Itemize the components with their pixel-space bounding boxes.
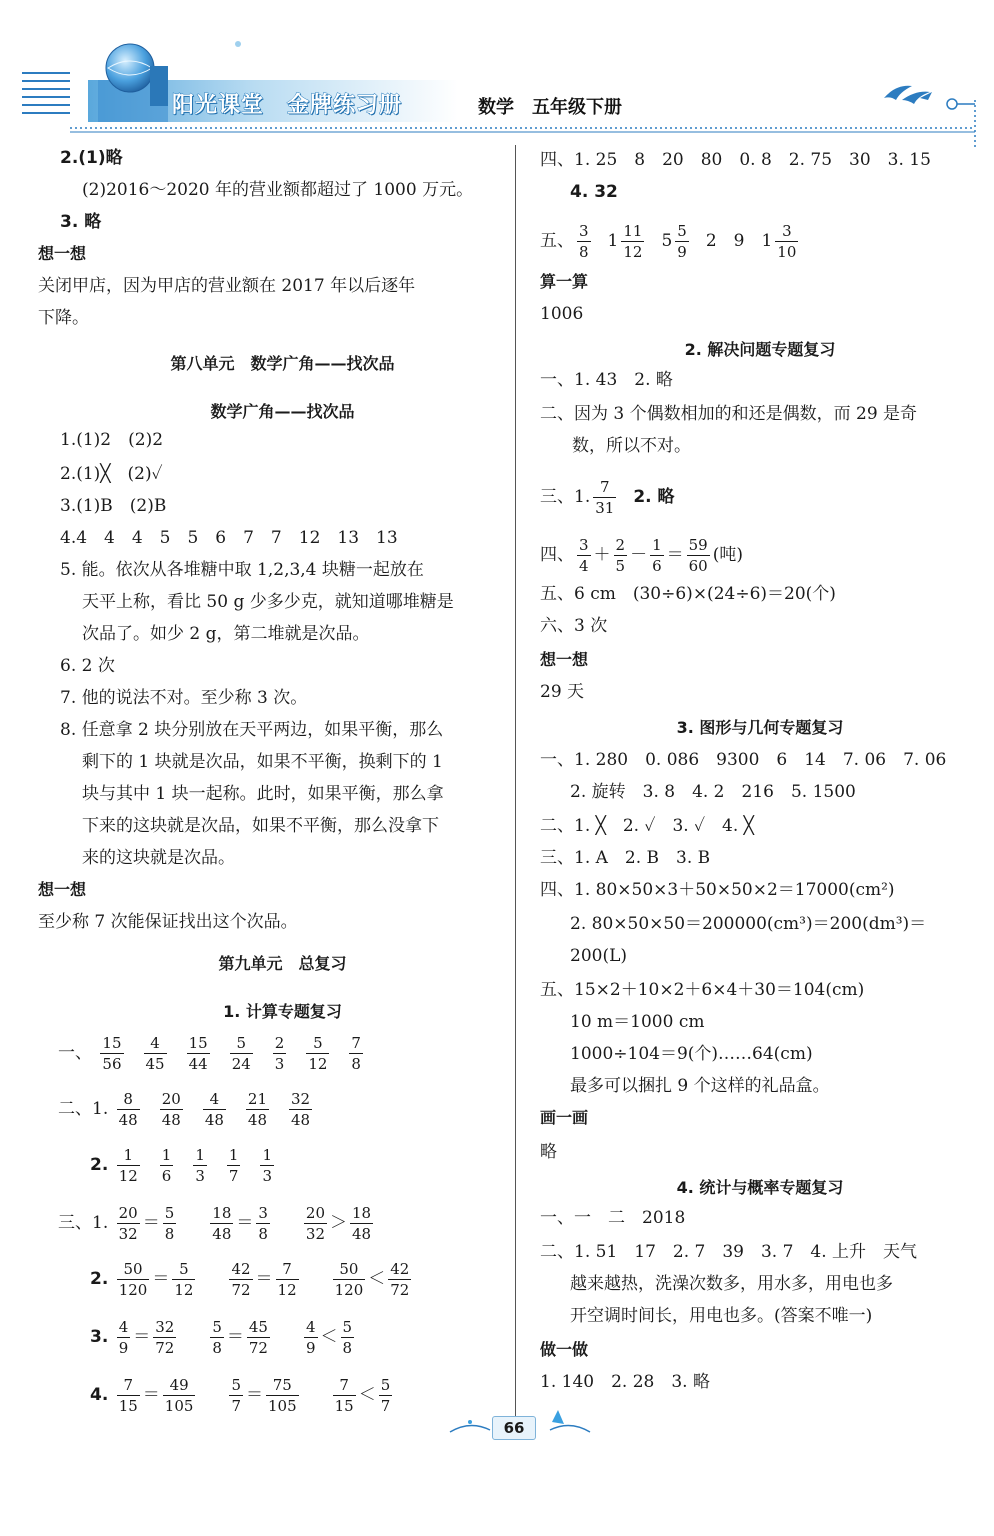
answer-line: 1.(1)2 (2)2 bbox=[60, 430, 164, 450]
numerator: 4 bbox=[144, 1033, 167, 1054]
column-divider bbox=[515, 145, 516, 1420]
fraction bbox=[100, 1033, 123, 1074]
answer-line: 一、1. 280 0. 086 9300 6 14 7. 06 7. 06 bbox=[540, 750, 947, 770]
answer-line: 略 bbox=[540, 1142, 557, 1162]
denominator: 8 bbox=[579, 243, 589, 261]
answer-line: 开空调时间长，用电也多。(答案不唯一) bbox=[570, 1306, 873, 1326]
numerator: 15 bbox=[102, 1034, 122, 1052]
fraction bbox=[117, 1259, 150, 1300]
answer-line: 二、因为 3 个偶数相加的和还是偶数，而 29 是奇 bbox=[540, 404, 918, 424]
numerator: 5 bbox=[212, 1318, 222, 1336]
row-label: 三、1. bbox=[540, 487, 591, 507]
fraction bbox=[227, 1145, 241, 1186]
fraction bbox=[379, 1375, 393, 1416]
unit-heading: 第九单元 总复习 bbox=[218, 954, 347, 973]
fraction-row bbox=[58, 1089, 315, 1130]
numerator: 2 bbox=[615, 536, 626, 554]
comparison-sign: ＝ bbox=[236, 1213, 254, 1233]
fraction bbox=[229, 1375, 243, 1416]
fraction bbox=[260, 1145, 274, 1186]
denominator: 72 bbox=[155, 1339, 175, 1357]
answer-line: 4.4 4 4 5 5 6 7 7 12 13 13 bbox=[60, 528, 398, 548]
denominator: 72 bbox=[231, 1281, 251, 1299]
answer-line: 关闭甲店，因为甲店的营业额在 2017 年以后逐年 bbox=[38, 276, 416, 296]
fraction-item bbox=[684, 536, 713, 575]
answer-line: 5. 能。依次从各堆糖中取 1,2,3,4 块糖一起放在 bbox=[60, 560, 424, 580]
numerator: 75 bbox=[266, 1375, 299, 1396]
numerator: 5 bbox=[380, 1376, 391, 1394]
numerator: 1 bbox=[652, 536, 662, 554]
fraction-row bbox=[90, 1375, 395, 1416]
numerator: 2 bbox=[274, 1034, 285, 1052]
fraction bbox=[193, 1145, 207, 1186]
section-heading: 想一想 bbox=[540, 650, 589, 669]
fraction bbox=[388, 1259, 411, 1300]
answer-line: 数，所以不对。 bbox=[572, 436, 691, 456]
comparison-sign: ＝ bbox=[152, 1269, 170, 1289]
answer-line: 2.(1)╳ (2)✓ bbox=[60, 464, 163, 484]
denominator: 44 bbox=[188, 1055, 208, 1073]
fraction bbox=[172, 1259, 195, 1300]
fraction-group bbox=[114, 1090, 315, 1129]
denominator: 48 bbox=[161, 1111, 181, 1129]
denominator: 32 bbox=[305, 1225, 326, 1243]
fraction bbox=[614, 535, 628, 576]
answer-line: 7. 他的说法不对。至少称 3 次。 bbox=[60, 688, 308, 708]
denominator: 32 bbox=[118, 1225, 138, 1243]
fraction-row: 四、 $\frac{3}{4}$ ＋ $\frac{2}{5}$ － $\frac{1}{6}$ ＝ $\frac{59}{60}$ (吨) bbox=[540, 536, 743, 575]
fraction-group bbox=[97, 1034, 366, 1073]
fraction bbox=[153, 1317, 176, 1358]
section-heading: 做一做 bbox=[540, 1340, 589, 1359]
denominator: 12 bbox=[623, 243, 643, 261]
denominator: 8 bbox=[164, 1225, 175, 1243]
numerator: 7 bbox=[351, 1034, 361, 1052]
section-heading: 想一想 bbox=[38, 880, 87, 899]
fraction-row bbox=[90, 1259, 414, 1300]
answer-text: (吨) bbox=[712, 545, 743, 565]
denominator: 48 bbox=[212, 1225, 232, 1243]
fraction bbox=[775, 221, 798, 262]
fraction bbox=[621, 221, 644, 262]
denominator: 12 bbox=[277, 1281, 297, 1299]
numerator: 50 bbox=[333, 1259, 366, 1280]
lesson-heading: 1. 计算专题复习 bbox=[223, 1002, 342, 1021]
numerator: 3 bbox=[579, 222, 589, 240]
fraction bbox=[276, 1259, 299, 1300]
numerator: 1 bbox=[195, 1146, 205, 1164]
comparison-sign: ＝ bbox=[142, 1213, 160, 1233]
lesson-heading: 2. 解决问题专题复习 bbox=[684, 340, 836, 359]
denominator: 48 bbox=[291, 1111, 311, 1129]
denominator: 10 bbox=[777, 243, 797, 261]
answer-line: 1000÷104＝9(个)……64(cm) bbox=[570, 1044, 813, 1064]
answer-line: 2.(1)略 bbox=[60, 148, 123, 168]
fraction bbox=[675, 221, 689, 262]
fraction bbox=[304, 1203, 327, 1244]
answer-line: 10 m＝1000 cm bbox=[570, 1012, 705, 1032]
answer-line: 一、一 二 2018 bbox=[540, 1208, 686, 1228]
fraction bbox=[333, 1375, 356, 1416]
answer-line: 块与其中 1 块一起称。此时，如果平衡，那么拿 bbox=[82, 784, 444, 804]
answer-line: 200(L) bbox=[570, 946, 628, 966]
denominator: 24 bbox=[231, 1055, 251, 1073]
fraction-item bbox=[618, 222, 647, 261]
denominator: 6 bbox=[161, 1167, 172, 1185]
numerator: 32 bbox=[155, 1318, 175, 1336]
comparison-sign: ＝ bbox=[226, 1327, 244, 1347]
fraction-group bbox=[114, 1376, 396, 1415]
numerator: 4 bbox=[203, 1089, 226, 1110]
numerator: 8 bbox=[117, 1089, 140, 1110]
fraction bbox=[349, 1033, 363, 1074]
answer-line: 2. 80×50×50＝200000(cm³)＝200(dm³)＝ bbox=[570, 914, 927, 934]
fraction bbox=[289, 1089, 312, 1130]
answer-text: 2 9 1 bbox=[705, 231, 773, 251]
fraction-row bbox=[540, 221, 801, 262]
answer-line: 至少称 7 次能保证找出这个次品。 bbox=[38, 912, 298, 932]
fraction bbox=[230, 1033, 253, 1074]
numerator: 3 bbox=[579, 536, 589, 554]
fraction bbox=[577, 221, 591, 262]
comparison-sign: ＞ bbox=[330, 1213, 348, 1233]
answer-line: 下降。 bbox=[38, 308, 89, 328]
fraction-row bbox=[58, 1203, 376, 1244]
denominator: 8 bbox=[342, 1339, 353, 1357]
comparison-sign: ＝ bbox=[255, 1269, 273, 1289]
fraction-item bbox=[647, 536, 667, 575]
numerator: 42 bbox=[390, 1260, 410, 1278]
answer-line: 6. 2 次 bbox=[60, 656, 115, 676]
denominator: 105 bbox=[267, 1397, 297, 1415]
answer-line: 下来的这块就是次品，如果不平衡，那么没拿下 bbox=[82, 816, 439, 836]
numerator: 45 bbox=[248, 1318, 268, 1336]
fraction-item bbox=[574, 222, 594, 261]
comparison-sign: ＝ bbox=[133, 1327, 151, 1347]
fraction bbox=[304, 1317, 318, 1358]
numerator: 5 bbox=[230, 1033, 253, 1054]
denominator: 120 bbox=[118, 1281, 148, 1299]
fraction bbox=[117, 1089, 140, 1130]
fraction bbox=[333, 1259, 366, 1300]
answer-line: 六、3 次 bbox=[540, 616, 608, 636]
fraction-row bbox=[90, 1145, 277, 1186]
denominator: 12 bbox=[118, 1167, 138, 1185]
answer-line: (2)2016～2020 年的营业额都超过了 1000 万元。 bbox=[82, 180, 474, 200]
numerator: 1 bbox=[117, 1145, 140, 1166]
numerator: 5 bbox=[677, 222, 687, 240]
answer-line: 来的这块就是次品。 bbox=[82, 848, 235, 868]
section-heading: 想一想 bbox=[38, 244, 87, 263]
row-label: 4. bbox=[90, 1385, 109, 1405]
fraction bbox=[160, 1089, 183, 1130]
fraction-row bbox=[90, 1317, 357, 1358]
numerator: 20 bbox=[161, 1090, 181, 1108]
fraction-group bbox=[114, 1204, 376, 1243]
denominator: 48 bbox=[247, 1111, 268, 1129]
fraction bbox=[306, 1033, 329, 1074]
header-stripes bbox=[22, 72, 70, 114]
numerator: 7 bbox=[117, 1375, 140, 1396]
book-title: 阳光课堂 金牌练习册 bbox=[172, 93, 403, 118]
mixed-whole: 5 bbox=[661, 231, 673, 251]
fraction bbox=[117, 1375, 140, 1416]
numerator: 1 bbox=[161, 1146, 172, 1164]
numerator: 18 bbox=[212, 1204, 232, 1222]
fraction bbox=[144, 1033, 167, 1074]
page-number: 66 bbox=[492, 1416, 536, 1440]
numerator: 3 bbox=[258, 1204, 268, 1222]
numerator: 15 bbox=[188, 1034, 208, 1052]
denominator: 9 bbox=[677, 243, 687, 261]
denominator: 15 bbox=[118, 1397, 138, 1415]
numerator: 59 bbox=[688, 536, 708, 554]
denominator: 31 bbox=[595, 499, 615, 517]
denominator: 4 bbox=[579, 557, 589, 575]
comparison-sign: ＜ bbox=[320, 1327, 338, 1347]
numerator: 4 bbox=[305, 1318, 316, 1336]
numerator: 5 bbox=[231, 1376, 241, 1394]
denominator: 3 bbox=[195, 1167, 205, 1185]
row-label: 2. bbox=[90, 1155, 109, 1175]
numerator: 1 bbox=[228, 1146, 239, 1164]
comparison-sign: ＜ bbox=[358, 1385, 376, 1405]
answer-line: 29 天 bbox=[540, 682, 585, 702]
answer-line: 剩下的 1 块就是次品，如果不平衡，换剩下的 1 bbox=[82, 752, 443, 772]
row-label: 2. bbox=[90, 1269, 109, 1289]
numerator: 42 bbox=[231, 1260, 251, 1278]
denominator: 72 bbox=[390, 1281, 410, 1299]
numerator: 7 bbox=[593, 477, 616, 498]
numerator: 49 bbox=[163, 1375, 196, 1396]
fraction bbox=[210, 1317, 224, 1358]
fraction-item bbox=[772, 222, 801, 261]
numerator: 4 bbox=[118, 1318, 129, 1336]
lesson-heading: 数学广角——找次品 bbox=[210, 402, 355, 421]
fraction bbox=[210, 1203, 233, 1244]
fraction-group bbox=[114, 1146, 277, 1185]
fraction bbox=[687, 535, 710, 576]
numerator: 5 bbox=[306, 1033, 329, 1054]
row-label: 3. bbox=[90, 1327, 109, 1347]
numerator: 11 bbox=[623, 222, 643, 240]
answer-line: 二、1. 51 17 2. 7 39 3. 7 4. 上升 天气 bbox=[540, 1242, 918, 1262]
denominator: 48 bbox=[352, 1225, 372, 1243]
row-label: 三、1. bbox=[58, 1213, 109, 1233]
denominator: 7 bbox=[231, 1397, 241, 1415]
row-label: 一、 bbox=[58, 1043, 92, 1063]
section-heading: 算一算 bbox=[540, 272, 589, 291]
mixed-whole: 1 bbox=[607, 231, 619, 251]
row-label: 五、 bbox=[540, 231, 574, 251]
header-banner-art bbox=[0, 0, 994, 150]
fraction bbox=[593, 477, 616, 518]
denominator: 6 bbox=[652, 557, 662, 575]
denominator: 120 bbox=[334, 1281, 364, 1299]
numerator: 1 bbox=[262, 1146, 272, 1164]
numerator: 7 bbox=[276, 1259, 299, 1280]
fraction bbox=[273, 1033, 287, 1074]
answer-line: 越来越热，洗澡次数多，用水多，用电也多 bbox=[570, 1274, 893, 1294]
answer-text: 2. 略 bbox=[633, 487, 675, 507]
fraction bbox=[577, 535, 591, 576]
fraction-item bbox=[672, 222, 692, 261]
fraction bbox=[163, 1203, 177, 1244]
denominator: 7 bbox=[380, 1397, 391, 1415]
fraction bbox=[117, 1317, 131, 1358]
lesson-heading: 4. 统计与概率专题复习 bbox=[676, 1178, 844, 1197]
denominator: 5 bbox=[615, 557, 626, 575]
denominator: 3 bbox=[274, 1055, 285, 1073]
denominator: 48 bbox=[204, 1111, 224, 1129]
answer-line: 1006 bbox=[540, 304, 584, 324]
answer-line: 五、6 cm (30÷6)×(24÷6)＝20(个) bbox=[540, 584, 836, 604]
answer-line: 次品了。如少 2 g，第二堆就是次品。 bbox=[82, 624, 370, 644]
unit-heading: 第八单元 数学广角——找次品 bbox=[170, 354, 395, 373]
fraction-group bbox=[114, 1318, 357, 1357]
denominator: 8 bbox=[212, 1339, 222, 1357]
page-header bbox=[0, 0, 994, 150]
denominator: 12 bbox=[174, 1281, 194, 1299]
answer-line: 天平上称，看比 50 g 少多少克，就知道哪堆糖是 bbox=[82, 592, 454, 612]
answer-line: 一、1. 43 2. 略 bbox=[540, 370, 673, 390]
denominator: 56 bbox=[102, 1055, 122, 1073]
denominator: 12 bbox=[308, 1055, 328, 1073]
answer-line: 最多可以捆扎 9 个这样的礼品盒。 bbox=[570, 1076, 830, 1096]
comparison-sign: ＝ bbox=[142, 1385, 160, 1405]
numerator: 5 bbox=[342, 1318, 353, 1336]
lesson-heading: 3. 图形与几何专题复习 bbox=[676, 718, 844, 737]
fraction-item bbox=[590, 478, 619, 517]
fraction bbox=[117, 1145, 140, 1186]
answer-line: 三、1. A 2. B 3. B bbox=[540, 848, 711, 868]
row-label: 二、1. bbox=[58, 1099, 109, 1119]
fraction bbox=[163, 1375, 196, 1416]
answer-line: 2. 旋转 3. 8 4. 2 216 5. 1500 bbox=[570, 782, 856, 802]
answer-line: 4. 32 bbox=[570, 182, 618, 202]
comparison-sign: ＜ bbox=[368, 1269, 386, 1289]
fraction bbox=[203, 1089, 226, 1130]
denominator: 9 bbox=[305, 1339, 316, 1357]
fraction-item bbox=[574, 536, 594, 575]
denominator: 48 bbox=[118, 1111, 138, 1129]
answer-line: 3. 略 bbox=[60, 212, 102, 232]
fraction bbox=[160, 1145, 174, 1186]
denominator: 45 bbox=[145, 1055, 165, 1073]
answer-line: 二、1. ╳ 2. ✓ 3. ✓ 4. ╳ bbox=[540, 816, 754, 836]
fraction-row bbox=[58, 1033, 366, 1074]
denominator: 60 bbox=[688, 557, 708, 575]
answer-line: 8. 任意拿 2 块分别放在天平两边，如果平衡，那么 bbox=[60, 720, 444, 740]
numerator: 7 bbox=[333, 1375, 356, 1396]
comparison-sign: ＝ bbox=[245, 1385, 263, 1405]
birds-icon bbox=[884, 86, 932, 104]
numerator: 5 bbox=[164, 1204, 175, 1222]
section-heading: 画一画 bbox=[540, 1108, 589, 1127]
denominator: 9 bbox=[118, 1339, 129, 1357]
fraction bbox=[350, 1203, 373, 1244]
fraction bbox=[117, 1203, 140, 1244]
numerator: 20 bbox=[118, 1204, 138, 1222]
book-subject: 数学 五年级下册 bbox=[478, 97, 622, 118]
answer-line: 1. 140 2. 28 3. 略 bbox=[540, 1372, 710, 1392]
numerator: 50 bbox=[117, 1259, 150, 1280]
fraction bbox=[266, 1375, 299, 1416]
fraction bbox=[229, 1259, 252, 1300]
answer-line: 四、1. 80×50×3＋50×50×2＝17000(cm²) bbox=[540, 880, 895, 900]
fraction bbox=[650, 535, 664, 576]
row-label: 四、 bbox=[540, 545, 574, 565]
fraction bbox=[246, 1089, 269, 1130]
fraction-row bbox=[540, 477, 675, 518]
denominator: 8 bbox=[258, 1225, 268, 1243]
numerator: 18 bbox=[352, 1204, 372, 1222]
denominator: 7 bbox=[228, 1167, 239, 1185]
fraction bbox=[247, 1317, 270, 1358]
denominator: 105 bbox=[164, 1397, 194, 1415]
fraction-item bbox=[611, 536, 631, 575]
answer-line: 3.(1)B (2)B bbox=[60, 496, 167, 516]
fraction-group bbox=[114, 1260, 415, 1299]
denominator: 15 bbox=[334, 1397, 354, 1415]
numerator: 32 bbox=[291, 1090, 311, 1108]
fraction bbox=[256, 1203, 270, 1244]
fraction bbox=[341, 1317, 355, 1358]
numerator: 3 bbox=[775, 221, 798, 242]
fraction bbox=[187, 1033, 210, 1074]
denominator: 72 bbox=[248, 1339, 268, 1357]
numerator: 21 bbox=[247, 1090, 268, 1108]
answer-line: 五、15×2＋10×2＋6×4＋30＝104(cm) bbox=[540, 980, 865, 1000]
denominator: 8 bbox=[351, 1055, 361, 1073]
numerator: 5 bbox=[172, 1259, 195, 1280]
denominator: 3 bbox=[262, 1167, 272, 1185]
answer-line: 四、1. 25 8 20 80 0. 8 2. 75 30 3. 15 bbox=[540, 150, 931, 170]
numerator: 20 bbox=[305, 1204, 326, 1222]
